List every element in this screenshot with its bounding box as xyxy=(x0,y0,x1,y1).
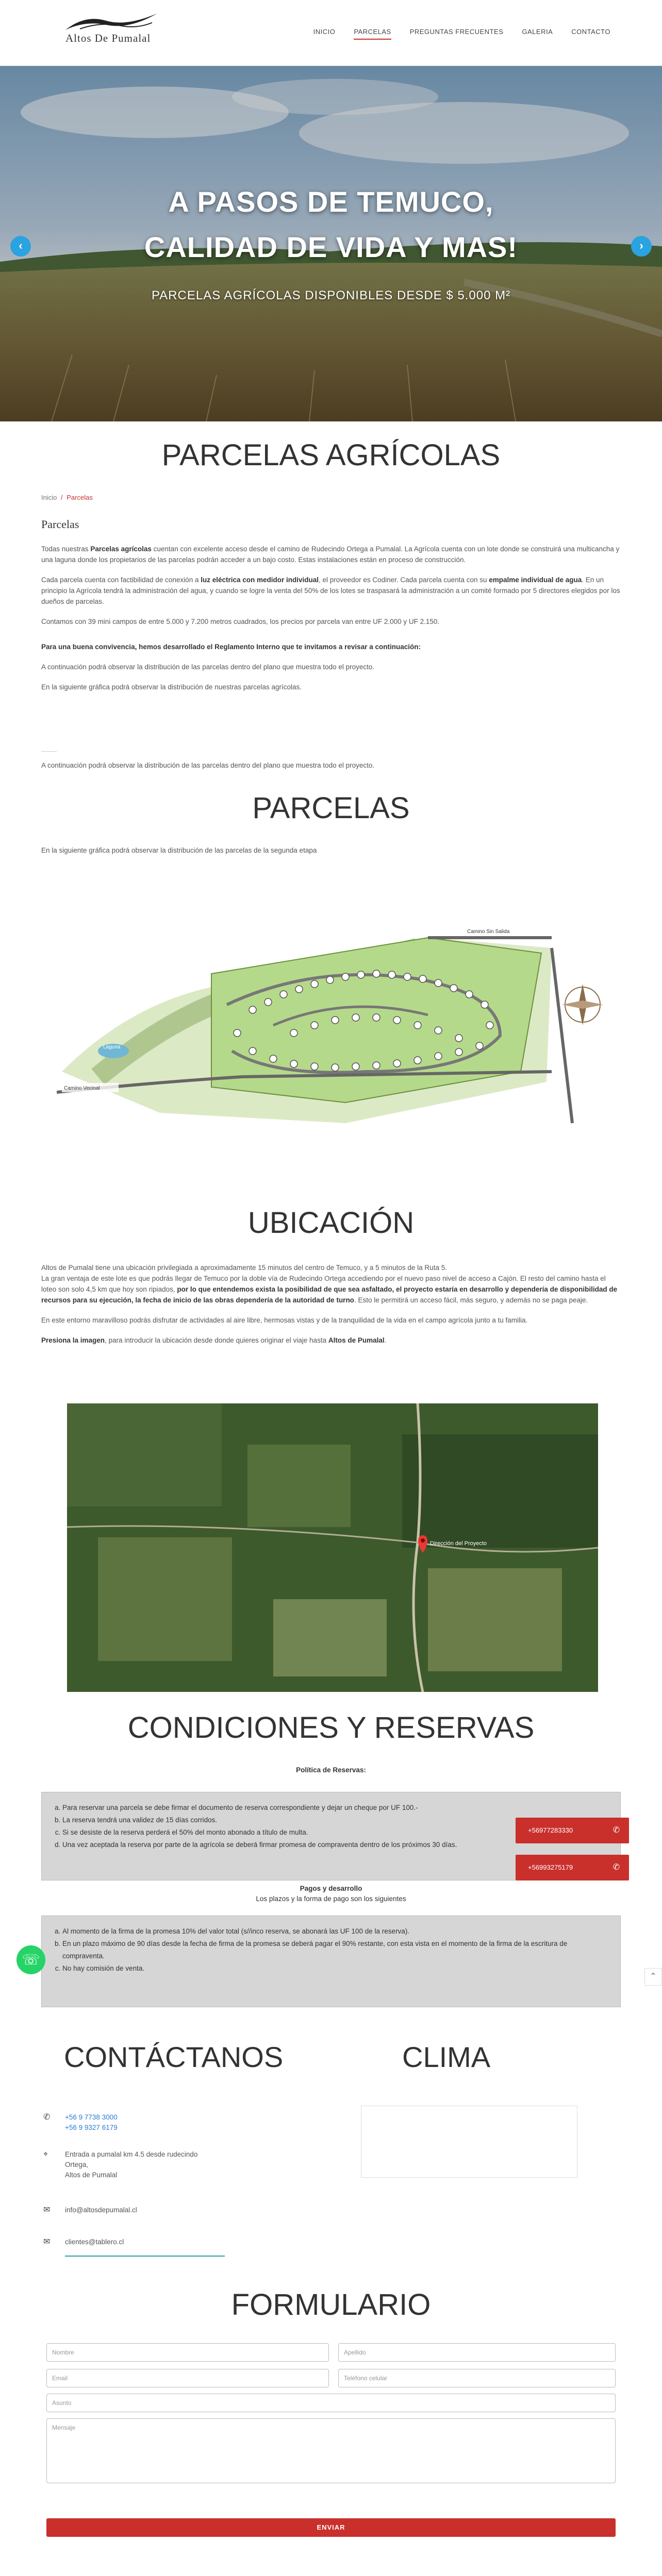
whatsapp-icon: ☏ xyxy=(22,1952,40,1968)
parcelas-p7: A continuación podrá observar la distribución de las parcelas dentro del plano que muestra todo el proyecto. xyxy=(41,761,375,769)
nav-preguntas[interactable]: PREGUNTAS FRECUENTES xyxy=(409,28,504,36)
plan-label-road2: Camino Vecinal xyxy=(64,1086,100,1091)
divider xyxy=(41,751,57,752)
logo-text: Altos De Pumalal xyxy=(65,32,151,44)
ubicacion-p4: Presiona la imagen, para introducir la ubicación desde donde quieres originar el viaje hasta Altos de Pumalal. xyxy=(41,1336,387,1344)
call-button-1[interactable]: +56977283330 ✆ xyxy=(516,1818,629,1843)
contact-phone-2[interactable]: +56 9 9327 6179 xyxy=(65,2124,118,2131)
parcel-plan-drawing xyxy=(57,917,614,1133)
pagos-item: a. Al momento de la firma de la promesa 10% del valor total (s//inco reserva, se abonará las UF 100 de la reserva). xyxy=(62,1925,608,1938)
main-nav xyxy=(313,28,610,40)
parcelas-p3: Contamos con 39 mini campos de entre 5.000 y 7.200 metros cuadrados, los precios por parcela van entre UF 2.000 y UF 2.150. xyxy=(41,618,440,625)
phone-icon: ✆ xyxy=(43,2113,51,2122)
phone-icon: ✆ xyxy=(613,1826,620,1835)
reserva-item: b. La reserva tendrá una validez de 15 días corridos. xyxy=(62,1814,608,1826)
nav-contacto[interactable]: CONTACTO xyxy=(571,28,610,36)
enviar-button[interactable]: ENVIAR xyxy=(46,2518,616,2537)
reserva-item: a. Para reservar una parcela se debe firmar el documento de reserva correspondiente y dejar un cheque por UF 100.- xyxy=(62,1802,608,1814)
envelope-icon: ✉ xyxy=(43,2206,51,2214)
hero-slider xyxy=(0,66,662,421)
parcelas-p6: En la siguiente gráfica podrá observar la distribución de nuestras parcelas agrícolas. xyxy=(41,683,302,691)
telefono-input[interactable]: Teléfono celular xyxy=(338,2369,616,2387)
hero-title-line2: CALIDAD DE VIDA Y MAS! xyxy=(144,231,518,263)
map-label: Dirección del Proyecto xyxy=(430,1540,487,1547)
ubicacion-p3: En este entorno maravilloso podrás disfrutar de actividades al aire libre, hermosas vistas y de la tranquilidad de la vida en el campo agrícola junto a tu familia. xyxy=(41,1316,528,1324)
reserva-item: c. Si se desiste de la reserva perderá el 50% del monto abonado a título de multa. xyxy=(62,1826,608,1839)
formulario-title: FORMULARIO xyxy=(231,2288,431,2321)
pagos-item: c. No hay comisión de venta. xyxy=(62,1962,608,1975)
site-header xyxy=(0,0,662,66)
nav-parcelas[interactable]: PARCELAS xyxy=(354,28,391,40)
parcelas-title: PARCELAS AGRÍCOLAS xyxy=(161,438,501,472)
satellite-map xyxy=(67,1403,598,1692)
hero-title-line1: A PASOS DE TEMUCO, xyxy=(168,185,494,218)
weather-widget xyxy=(361,2106,577,2178)
plano-intro: En la siguiente gráfica podrá observar la distribución de las parcelas de la segunda etapa xyxy=(41,846,317,854)
contacto-title: CONTÁCTANOS xyxy=(64,2041,284,2073)
contact-email-2-link[interactable]: clientes@tablero.cl xyxy=(65,2238,124,2246)
pagos-item: b. En un plazo máximo de 90 días desde la fecha de firma de la promesa se deberá pagar el 90% restante, con esta vista en el momento de la firma de la escritura de compraventa. xyxy=(62,1938,608,1962)
mensaje-textarea[interactable]: Mensaje xyxy=(46,2418,616,2483)
phone-icon: ✆ xyxy=(613,1863,620,1872)
asunto-input[interactable]: Asunto xyxy=(46,2394,616,2412)
parcelas-p4: Para una buena convivencia, hemos desarrollado el Reglamento Interno que te invitamos a revisar a continuación: xyxy=(41,643,421,651)
email-input[interactable]: Email xyxy=(46,2369,329,2387)
location-map[interactable] xyxy=(67,1403,598,1692)
address-line-3: Altos de Pumalal xyxy=(65,2171,118,2179)
ubicacion-p1: Altos de Pumalal tiene una ubicación privilegiada a aproximadamente 15 minutos del centro de Temuco, y a 5 minutos de la Ruta 5. xyxy=(41,1264,447,1272)
pagos-list xyxy=(42,1916,620,1984)
contact-address xyxy=(43,2149,197,2180)
chevron-left-icon: ‹ xyxy=(19,239,23,252)
slider-prev-button[interactable] xyxy=(10,236,31,257)
chevron-up-icon: ⌃ xyxy=(650,1972,657,1981)
nombre-input[interactable]: Nombre xyxy=(46,2343,329,2362)
ubicacion-title: UBICACIÓN xyxy=(247,1206,415,1240)
hero-title xyxy=(0,179,662,270)
policy-title: Política de Reservas: xyxy=(296,1766,366,1774)
reserva-item: d. Una vez aceptada la reserva por parte de la agrícola se deberá firmar promesa de compraventa dentro de los próximos 30 días. xyxy=(62,1839,608,1851)
ubicacion-body xyxy=(41,1262,621,1355)
parcelas-p1: Todas nuestras Parcelas agrícolas cuentan con excelente acceso desde el camino de Rudecindo Ortega a Pumalal. La Agrícola cuenta con un lote donde se construirá una multicancha y una laguna donde los propietarios de las parcelas podrán acceder a un bajo costo. Estas instalaciones están en proceso de construcción. xyxy=(41,545,620,564)
contact-email xyxy=(43,2205,137,2215)
plan-label-road1: Camino Sin Salida xyxy=(467,929,510,935)
compass-icon xyxy=(562,984,603,1025)
apellido-input[interactable]: Apellido xyxy=(338,2343,616,2362)
site-logo[interactable] xyxy=(64,11,160,50)
pagos-subtitle: Los plazos y la forma de pago son los siguientes xyxy=(256,1895,406,1903)
contact-email-link[interactable]: info@altosdepumalal.cl xyxy=(65,2206,137,2214)
contact-phones xyxy=(43,2112,118,2133)
breadcrumb-home[interactable]: Inicio xyxy=(41,494,57,501)
nav-galeria[interactable]: GALERIA xyxy=(522,28,553,36)
parcelas-p5: A continuación podrá observar la distribución de las parcelas dentro del plano que muestra todo el proyecto. xyxy=(41,663,375,671)
ubicacion-p2: La gran ventaja de este lote es que podrás llegar de Temuco por la doble vía de Rudecindo Ortega accediendo por el nuevo paso nivel de acceso a Cajón. El resto del camino hasta el loteo son solo 4,5 km que hoy son ripiados, por lo que entendemos exista la posibilidad de que sea asfaltado, el proyecto estaría en desarrollo y dependería de disponibilidad de recursos para su ejecución, la fecha de inicio de las obras dependería de la autoridad de turno. Esto le permitirá un acceso fácil, más seguro, y además no se paga peaje. xyxy=(41,1275,618,1304)
breadcrumb-current: Parcelas xyxy=(67,494,93,501)
address-line-1: Entrada a pumalal km 4.5 desde rudecindo xyxy=(65,2150,198,2158)
hero-subtitle: PARCELAS AGRÍCOLAS DISPONIBLES DESDE $ 5.000 M² xyxy=(151,289,511,302)
contact-email-2 xyxy=(43,2237,124,2247)
parcelas-p2: Cada parcela cuenta con factibilidad de conexión a luz eléctrica con medidor individual, el proveedor es Codiner. Cada parcela cuenta con su empalme individual de agua. En un principio la Agrícola tendrá la administración del agua, y cuando se logre la venta del 50% de los lotes se traspasará la administración a un comité formado por 5 directores elegidos por los dueños de parcelas. xyxy=(41,576,620,605)
breadcrumb-separator: / xyxy=(60,494,63,501)
contact-phone-1[interactable]: +56 9 7738 3000 xyxy=(65,2113,118,2121)
slider-next-button[interactable] xyxy=(631,236,652,257)
condiciones-title: CONDICIONES Y RESERVAS xyxy=(127,1711,535,1744)
plan-label-lagoon: Laguna xyxy=(103,1044,121,1050)
parcelas-heading: Parcelas xyxy=(41,518,79,531)
scroll-top-button[interactable] xyxy=(644,1968,662,1986)
whatsapp-button[interactable] xyxy=(16,1945,45,1974)
pagos-title: Pagos y desarrollo xyxy=(300,1885,362,1892)
chevron-right-icon: › xyxy=(639,239,643,252)
nav-inicio[interactable]: INICIO xyxy=(313,28,336,36)
breadcrumb xyxy=(41,494,93,501)
location-pin-icon: ⌖ xyxy=(43,2150,48,2159)
pagos-box xyxy=(41,1916,621,2007)
parcel-plan-image[interactable] xyxy=(57,917,614,1133)
contact-divider xyxy=(65,2256,225,2257)
address-line-2: Ortega, xyxy=(65,2161,89,2168)
envelope-icon: ✉ xyxy=(43,2238,51,2246)
mountain-logo-icon xyxy=(64,11,160,32)
call-button-2[interactable]: +56993275179 ✆ xyxy=(516,1855,629,1880)
plano-title: PARCELAS xyxy=(252,791,410,825)
parcelas-body xyxy=(41,544,621,702)
clima-title: CLIMA xyxy=(402,2041,491,2073)
